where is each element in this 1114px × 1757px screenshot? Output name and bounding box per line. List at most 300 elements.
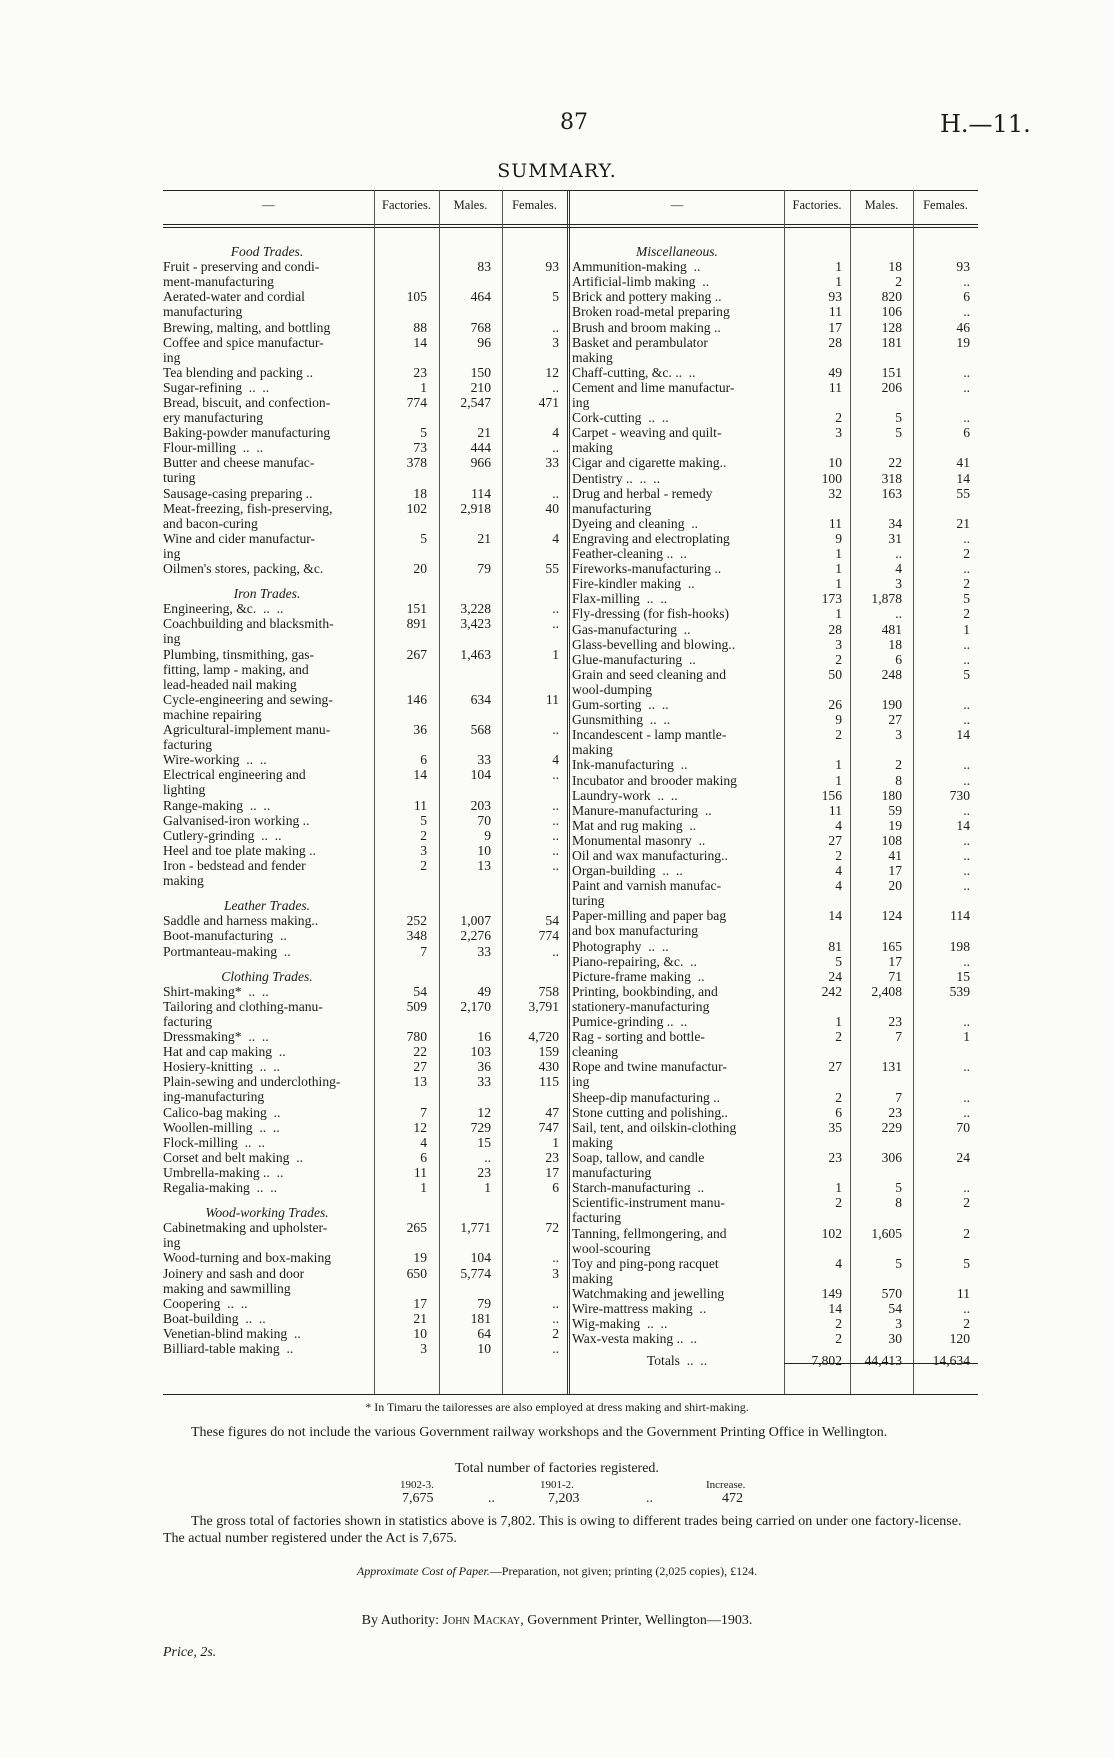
males-value: 71 — [888, 968, 902, 984]
males-value: 5 — [895, 1180, 902, 1196]
table-row — [572, 380, 978, 410]
trade-name: Galvanised-iron working .. — [163, 812, 310, 828]
males-value: 104 — [470, 1250, 491, 1266]
table-row — [572, 984, 978, 1014]
females-value: .. — [963, 832, 970, 848]
trade-name: Monumental masonry .. — [572, 832, 706, 848]
factories-value: 5 — [420, 530, 427, 546]
factories-value: 21 — [413, 1310, 427, 1326]
males-value: 114 — [471, 485, 491, 501]
trade-name: Portmanteau-making .. — [163, 943, 291, 959]
table-row — [572, 818, 978, 833]
females-value: .. — [963, 1089, 970, 1105]
females-value: 47 — [545, 1104, 559, 1120]
males-value: 306 — [881, 1150, 902, 1165]
factories-value: 23 — [828, 1150, 842, 1165]
trade-name: Flax-milling .. .. — [572, 591, 668, 607]
trade-name: Saddle and harness making.. — [163, 913, 319, 929]
factories-value: 7 — [420, 943, 427, 959]
females-value: 114 — [950, 908, 970, 924]
factories-value: 17 — [828, 319, 842, 335]
males-value: 10 — [477, 1341, 491, 1356]
factories-value: 27 — [413, 1059, 427, 1075]
males-value: 21 — [477, 530, 491, 546]
males-value: 150 — [470, 364, 491, 380]
females-value: 33 — [545, 455, 559, 471]
females-value: 2 — [963, 606, 970, 622]
factories-value: 2 — [420, 858, 427, 873]
trade-name: Baking-powder manufacturing — [163, 425, 331, 441]
header-males: Males. — [864, 198, 899, 212]
factories-value: 2 — [835, 848, 842, 863]
factories-value: 102 — [406, 500, 427, 516]
table-row — [572, 863, 978, 878]
females-value: .. — [552, 767, 559, 783]
females-value: 11 — [545, 691, 559, 707]
males-value: 17 — [888, 863, 902, 879]
table-row — [572, 274, 978, 289]
females-value: .. — [552, 379, 559, 395]
factories-value: 2 — [835, 1029, 842, 1045]
females-value: 72 — [545, 1220, 559, 1236]
factories-value: 348 — [406, 928, 427, 944]
trade-name: Wire-working .. .. — [163, 752, 267, 768]
trade-name: Gum-sorting .. .. — [572, 697, 669, 712]
males-value: 1,771 — [460, 1220, 491, 1236]
table-row — [572, 486, 978, 516]
page-title: SUMMARY. — [497, 160, 617, 182]
females-value: 4,720 — [528, 1029, 559, 1044]
females-value: 4 — [552, 425, 559, 441]
factories-value: 10 — [413, 1325, 427, 1341]
increase-value: 472 — [722, 1491, 743, 1506]
trade-name: Grain and seed cleaning and wool-dumping — [572, 666, 726, 697]
males-value: 5 — [895, 410, 902, 426]
trade-name: Fruit - preserving and condi- ment-manufacturing — [163, 259, 320, 290]
factories-value: 11 — [413, 1164, 427, 1180]
trade-name: Engraving and electroplating — [572, 530, 730, 546]
factories-value: 36 — [413, 722, 427, 738]
table-row — [572, 304, 978, 319]
males-value: 23 — [888, 1014, 902, 1030]
females-value: 6 — [963, 289, 970, 305]
table-row — [163, 616, 567, 646]
trade-name: Flock-milling .. .. — [163, 1134, 265, 1150]
females-value: .. — [963, 772, 970, 788]
males-value: 33 — [477, 1074, 491, 1090]
section-heading: Leather Trades. — [223, 898, 311, 914]
table-row — [572, 1014, 978, 1029]
table-row — [572, 1226, 978, 1256]
table-row — [572, 289, 978, 304]
factories-value: 93 — [828, 289, 842, 305]
trade-name: Range-making .. .. — [163, 797, 271, 813]
males-value: 2,547 — [460, 395, 491, 410]
males-value: 16 — [477, 1029, 491, 1044]
increase-heading: Increase. — [706, 1479, 746, 1491]
males-value: 64 — [477, 1325, 491, 1341]
totals-row — [572, 1353, 978, 1368]
trade-name: Glue-manufacturing .. — [572, 651, 696, 667]
females-value: .. — [552, 485, 559, 501]
factories-value: 2 — [835, 1195, 842, 1211]
females-value: 4 — [552, 752, 559, 768]
trade-name: Joinery and sash and door making and sawmilling — [163, 1265, 305, 1296]
registered-total-title: Total number of factories registered. — [455, 1461, 659, 1476]
trade-name: Gas-manufacturing .. — [572, 621, 691, 637]
trade-name: Sugar-refining .. .. — [163, 379, 270, 395]
separator-dots: .. — [488, 1491, 495, 1506]
females-value: 93 — [545, 259, 559, 275]
males-value: 151 — [881, 364, 902, 380]
factories-value: 7,802 — [811, 1353, 842, 1369]
table-row — [163, 486, 567, 501]
factories-value: 378 — [406, 455, 427, 471]
cost-label: Approximate Cost of Paper. — [356, 1564, 490, 1578]
factories-value: 780 — [406, 1029, 427, 1044]
factories-value: 650 — [406, 1265, 427, 1281]
factories-value: 4 — [835, 817, 842, 833]
females-value: 4 — [552, 530, 559, 546]
trade-name: Dentistry .. .. .. — [572, 470, 660, 486]
females-value: 14 — [956, 470, 970, 486]
males-value: 44,413 — [864, 1353, 902, 1369]
trade-name: Soap, tallow, and candle manufacturing — [572, 1150, 705, 1181]
females-value: 115 — [539, 1074, 559, 1090]
factories-value: 10 — [828, 455, 842, 471]
trade-name: Boot-manufacturing .. — [163, 928, 287, 944]
factories-value: 49 — [828, 364, 842, 380]
factories-value: 1 — [835, 606, 842, 622]
factories-value: 1 — [835, 757, 842, 773]
factories-value: 23 — [413, 364, 427, 380]
table-row — [572, 939, 978, 954]
females-value: 14 — [956, 817, 970, 833]
factories-value: 3 — [835, 636, 842, 652]
table-row — [572, 561, 978, 576]
females-value: 6 — [963, 425, 970, 441]
males-value: 2 — [895, 274, 902, 290]
factories-value: 14 — [828, 1301, 842, 1316]
trade-name: Wood-turning and box-making — [163, 1250, 332, 1266]
factories-value: 2 — [835, 1316, 842, 1332]
males-value: 108 — [881, 832, 902, 848]
males-value: 570 — [881, 1285, 902, 1301]
males-value: 12 — [477, 1104, 491, 1120]
females-value: 758 — [538, 983, 559, 999]
trade-name: Incandescent - lamp mantle- making — [572, 727, 727, 758]
table-row — [572, 1090, 978, 1105]
males-value: 8 — [895, 1195, 902, 1211]
males-value: 131 — [881, 1059, 902, 1075]
males-value: 229 — [881, 1119, 902, 1135]
females-value: .. — [552, 601, 559, 617]
trade-name: Venetian-blind making .. — [163, 1325, 301, 1341]
factories-value: 173 — [821, 591, 842, 607]
table-row — [163, 289, 567, 319]
males-value: 79 — [477, 1295, 491, 1311]
trade-name: Heel and toe plate making .. — [163, 842, 316, 858]
trade-name: Electrical engineering and lighting — [163, 767, 306, 798]
females-value: .. — [963, 1059, 970, 1075]
year-1902-value: 7,675 — [402, 1491, 434, 1506]
trade-name: Ammunition-making .. — [572, 259, 701, 275]
table-row — [572, 652, 978, 667]
males-value: 444 — [470, 440, 491, 456]
factories-value: 102 — [821, 1225, 842, 1241]
males-value: 9 — [484, 827, 491, 843]
table-row — [163, 1044, 567, 1059]
females-value: .. — [552, 797, 559, 813]
factories-value: 19 — [413, 1250, 427, 1266]
factories-value: 2 — [835, 1331, 842, 1347]
trade-name: Hosiery-knitting .. .. — [163, 1059, 281, 1075]
year-1902-heading: 1902-3. — [400, 1479, 434, 1491]
table-row — [163, 798, 567, 813]
trade-name: Fly-dressing (for fish-hooks) — [572, 606, 730, 622]
males-value: 49 — [477, 983, 491, 999]
trade-name: Oilmen's stores, packing, &c. — [163, 561, 324, 577]
table-row — [572, 1331, 978, 1346]
trade-name: Fireworks-manufacturing .. — [572, 561, 722, 577]
table-row — [572, 576, 978, 591]
trade-name: Paper-milling and paper bag and box manufacturing — [572, 908, 727, 939]
table-row — [163, 561, 567, 576]
trade-name: Wig-making .. .. — [572, 1316, 668, 1332]
table-row — [572, 727, 978, 757]
section-heading: Clothing Trades. — [221, 968, 313, 984]
trade-name: Iron - bedstead and fender making — [163, 858, 306, 889]
table-row — [572, 455, 978, 470]
table-row — [572, 833, 978, 848]
males-value: 36 — [477, 1059, 491, 1075]
trade-name: Photography .. .. — [572, 938, 669, 954]
year-1901-heading: 1901-2. — [540, 1479, 574, 1491]
table-row — [572, 1286, 978, 1301]
trade-name: Coopering .. .. — [163, 1295, 248, 1311]
factories-value: 1 — [835, 772, 842, 788]
trade-name: Picture-frame making .. — [572, 968, 705, 984]
females-value: .. — [963, 410, 970, 426]
males-value: 17 — [888, 953, 902, 969]
table-center-divider — [567, 190, 570, 1395]
header-females: Females. — [512, 198, 557, 212]
females-value: .. — [963, 1014, 970, 1030]
trade-name: Incubator and brooder making — [572, 772, 737, 788]
trade-name: Rope and twine manufactur- ing — [572, 1059, 727, 1090]
males-value: 180 — [881, 787, 902, 803]
trade-name: Cycle-engineering and sewing- machine repairing — [163, 691, 333, 722]
females-value: .. — [552, 616, 559, 632]
females-value: .. — [963, 863, 970, 879]
year-1901-value: 7,203 — [548, 1491, 580, 1506]
factories-value: 774 — [406, 395, 427, 410]
trade-name: Artificial-limb making .. — [572, 274, 710, 290]
trade-name: Agricultural-implement manu- facturing — [163, 722, 331, 753]
females-value: 55 — [956, 485, 970, 501]
table-row — [572, 637, 978, 652]
females-value: .. — [552, 1341, 559, 1356]
factories-value: 7 — [420, 1104, 427, 1120]
females-value: 3,791 — [528, 998, 559, 1014]
females-value: .. — [963, 712, 970, 728]
trade-name: Organ-building .. .. — [572, 863, 683, 879]
males-value: 1 — [484, 1180, 491, 1195]
trade-name: Meat-freezing, fish-preserving, and bacon-curing — [163, 500, 333, 531]
females-value: 1 — [963, 1029, 970, 1045]
trade-name: Tailoring and clothing-manu- facturing — [163, 998, 323, 1029]
males-value: 23 — [477, 1164, 491, 1180]
males-value: .. — [895, 546, 902, 561]
table-row — [163, 692, 567, 722]
males-value: 190 — [881, 697, 902, 712]
factories-value: 50 — [828, 666, 842, 682]
females-value: 12 — [545, 364, 559, 380]
males-value: 7 — [895, 1029, 902, 1045]
males-value: 41 — [888, 848, 902, 863]
males-value: 33 — [477, 752, 491, 768]
table-row — [163, 531, 567, 561]
factories-value: 149 — [821, 1285, 842, 1301]
factories-value: 1 — [835, 1014, 842, 1030]
trade-name: Sausage-casing preparing .. — [163, 485, 313, 501]
females-value: 730 — [949, 787, 970, 803]
females-value: .. — [963, 757, 970, 773]
factories-value: 24 — [828, 968, 842, 984]
table-row — [572, 425, 978, 455]
trade-name: Tea blending and packing .. — [163, 364, 314, 380]
factories-value: 4 — [420, 1134, 427, 1150]
table-header-rule-2 — [163, 227, 978, 228]
trade-name: Chaff-cutting, &c. .. .. — [572, 364, 696, 380]
females-value: 6 — [552, 1180, 559, 1195]
males-value: 18 — [888, 636, 902, 652]
trade-name: Flour-milling .. .. — [163, 440, 264, 456]
table-row — [163, 1266, 567, 1296]
males-value: 83 — [477, 259, 491, 275]
trade-name: Aerated-water and cordial manufacturing — [163, 289, 305, 320]
factories-value: 100 — [821, 470, 842, 486]
females-value: 54 — [545, 913, 559, 929]
exclusion-note: These figures do not include the various Government railway workshops and the Government Printing Office in Wellington. — [191, 1425, 888, 1440]
trade-name: Cement and lime manufactur- ing — [572, 379, 735, 410]
males-value: 181 — [470, 1310, 491, 1326]
females-value: 19 — [956, 334, 970, 350]
section-heading: Food Trades. — [230, 244, 304, 259]
males-value: 8 — [895, 772, 902, 788]
females-value: 15 — [956, 968, 970, 984]
factories-value: 1 — [835, 576, 842, 592]
females-value: 46 — [956, 319, 970, 335]
females-value: 24 — [956, 1150, 970, 1165]
table-row — [572, 1316, 978, 1331]
table-row — [163, 1029, 567, 1044]
trade-name: Sheep-dip manufacturing .. — [572, 1089, 720, 1105]
females-value: 2 — [552, 1325, 559, 1341]
males-value: 1,007 — [460, 913, 491, 929]
trade-name: Stone cutting and polishing.. — [572, 1104, 728, 1120]
factories-value: 6 — [835, 1104, 842, 1120]
females-value: .. — [552, 1310, 559, 1326]
authority-label: By Authority: — [361, 1613, 440, 1628]
males-value: 33 — [477, 943, 491, 959]
table-row — [163, 1165, 567, 1180]
males-value: 34 — [888, 515, 902, 531]
trade-name: Shirt-making* .. .. — [163, 983, 269, 999]
table-row — [572, 878, 978, 908]
table-header-rule — [163, 224, 978, 225]
males-value: 318 — [881, 470, 902, 486]
trade-name: Drug and herbal - remedy manufacturing — [572, 485, 713, 516]
trade-name: Billiard-table making .. — [163, 1341, 294, 1356]
trade-name: Rag - sorting and bottle- cleaning — [572, 1029, 705, 1060]
females-value: .. — [963, 379, 970, 395]
factories-value: 11 — [413, 797, 427, 813]
males-value: 820 — [881, 289, 902, 305]
factories-value: 54 — [413, 983, 427, 999]
factories-value: 11 — [828, 802, 842, 818]
females-value: .. — [963, 636, 970, 652]
males-value: 22 — [888, 455, 902, 471]
factories-value: 265 — [406, 1220, 427, 1236]
trade-name: Coffee and spice manufactur- ing — [163, 334, 324, 365]
factories-value: 146 — [406, 691, 427, 707]
table-row — [572, 516, 978, 531]
males-value: 20 — [888, 878, 902, 894]
table-row — [572, 697, 978, 712]
males-value: 96 — [477, 334, 491, 350]
table-row — [163, 767, 567, 797]
factories-value: 1 — [835, 561, 842, 577]
table-row — [572, 1256, 978, 1286]
trade-name: Calico-bag making .. — [163, 1104, 281, 1120]
females-value: 539 — [949, 983, 970, 999]
males-value: 729 — [470, 1119, 491, 1135]
header-description: — — [262, 198, 275, 212]
table-row — [163, 1059, 567, 1074]
trade-name: Broken road-metal preparing — [572, 304, 730, 320]
females-value: 17 — [545, 1164, 559, 1180]
factories-value: 18 — [413, 485, 427, 501]
table-row — [163, 813, 567, 828]
section-heading: Wood-working Trades. — [205, 1205, 329, 1221]
table-row — [572, 410, 978, 425]
males-value: 1,878 — [871, 591, 902, 607]
trade-name: Umbrella-making .. .. — [163, 1164, 284, 1180]
females-value: .. — [552, 858, 559, 873]
males-value: 481 — [881, 621, 902, 637]
males-value: 7 — [895, 1089, 902, 1105]
females-value: .. — [552, 842, 559, 858]
table-row — [163, 843, 567, 858]
males-value: 206 — [881, 379, 902, 395]
table-row — [572, 712, 978, 727]
table-row — [163, 501, 567, 531]
females-value: .. — [552, 1295, 559, 1311]
trade-name: Pumice-grinding .. .. — [572, 1014, 688, 1030]
table-row — [163, 828, 567, 843]
trade-name: Bread, biscuit, and confection- ery manufacturing — [163, 395, 331, 426]
table-row — [163, 440, 567, 455]
females-value: 2 — [963, 1225, 970, 1241]
table-row — [163, 259, 567, 289]
males-value: 124 — [881, 908, 902, 924]
factories-value: 891 — [406, 616, 427, 632]
males-value: 3 — [895, 727, 902, 743]
table-row — [572, 471, 978, 486]
table-row — [163, 1074, 567, 1104]
table-row — [163, 1120, 567, 1135]
